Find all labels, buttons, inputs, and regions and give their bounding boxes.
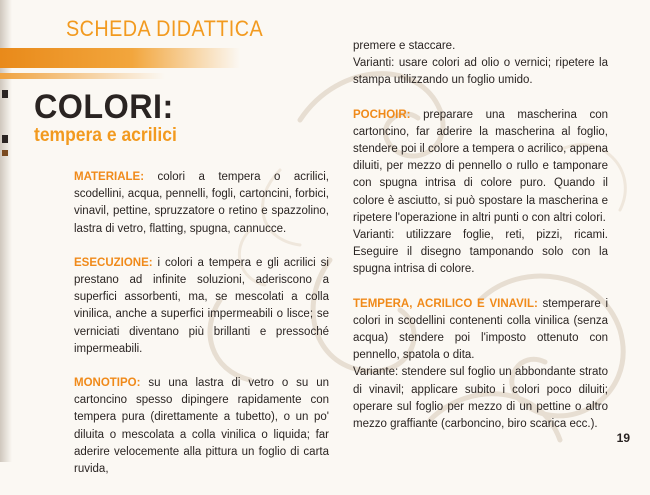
section-header: SCHEDA DIDATTICA	[66, 16, 264, 41]
pochoir-text: preparare una mascherina con cartoncino, far aderire la mascherina al foglio, stendere poi il colore a tempera o acrilico, appena diluiti, per mezzo di pennello o rullo e tamponare con spugna intrisa di colore puro. Quando il colore è asciutto, si può spostare la mascherina e ripetere l'operazione in altri punti o con altri colori.	[353, 108, 608, 224]
thin-stripe	[0, 73, 165, 79]
monotipo-continuation: premere e staccare.	[353, 40, 456, 52]
pochoir-variants: Varianti: utilizzare foglie, reti, pizzi, ricami. Eseguire il disegno tamponando solo con la spugna intrisa di colore.	[353, 229, 608, 276]
esecuzione-label: ESECUZIONE:	[74, 256, 153, 269]
gutter-mark	[2, 90, 8, 98]
page-title: COLORI:	[34, 88, 174, 126]
monotipo-label: MONOTIPO:	[74, 377, 141, 390]
gutter-mark	[2, 150, 8, 156]
materiale-paragraph	[74, 169, 329, 238]
tempera-label: TEMPERA, ACRILICO E VINAVIL:	[353, 297, 538, 310]
monotipo-text: su una lastra di vetro o su un cartoncino spesso dipingere rapidamente con tempera pura (direttamente a tubetto), o un po' diluita o mescolata a colla vinilica o liquida; far aderire velocemente alla pittura un foglio di carta ruvida,	[74, 377, 329, 476]
right-column	[353, 38, 608, 450]
tempera-text: stemperare i colori in scodellini contenenti colla vinilica (senza acqua) stendere poi l'imposto ottenuto con pennello, spatola o dita.	[353, 297, 609, 362]
tempera-variants: Variante: stendere sul foglio un abbondante strato di vinavil; applicare subito i colori poco diluiti; operare sul foglio per mezzo di un pettine o altro mezzo graffiante (carboncino, biro scarica ecc.).	[353, 366, 608, 431]
page-subtitle: tempera e acrilici	[34, 125, 177, 146]
gutter-mark	[2, 135, 8, 143]
tempera-paragraph	[353, 296, 608, 365]
esecuzione-text: i colori a tempera e gli acrilici si prestano ad infinite soluzioni, aderiscono a superfici assorbenti, ma, se mescolati a colla vinilica, anche a superfici impermeabili o lisce; se verniciati diventano più brillanti e pressoché impermeabili.	[74, 256, 329, 355]
materiale-text: colori a tempera o acrilici, scodellini, acqua, pennelli, fogli, cartoncini, forbici, vinavil, pettine, spruzzatore o retino e spazzolino, lastra di vetro, flatting, spugna, cannucce.	[74, 171, 329, 235]
page-number: 19	[616, 431, 630, 445]
left-column	[74, 169, 329, 495]
pochoir-label: POCHOIR:	[353, 108, 411, 121]
pochoir-paragraph	[353, 107, 608, 227]
esecuzione-paragraph	[74, 255, 329, 358]
monotipo-variants: Varianti: usare colori ad olio o vernici; ripetere la stampa utilizzando un foglio umido.	[353, 57, 608, 87]
orange-stripe	[0, 48, 240, 68]
monotipo-paragraph	[74, 375, 329, 478]
decorative-stripes	[0, 48, 240, 84]
materiale-label: MATERIALE:	[74, 171, 145, 183]
